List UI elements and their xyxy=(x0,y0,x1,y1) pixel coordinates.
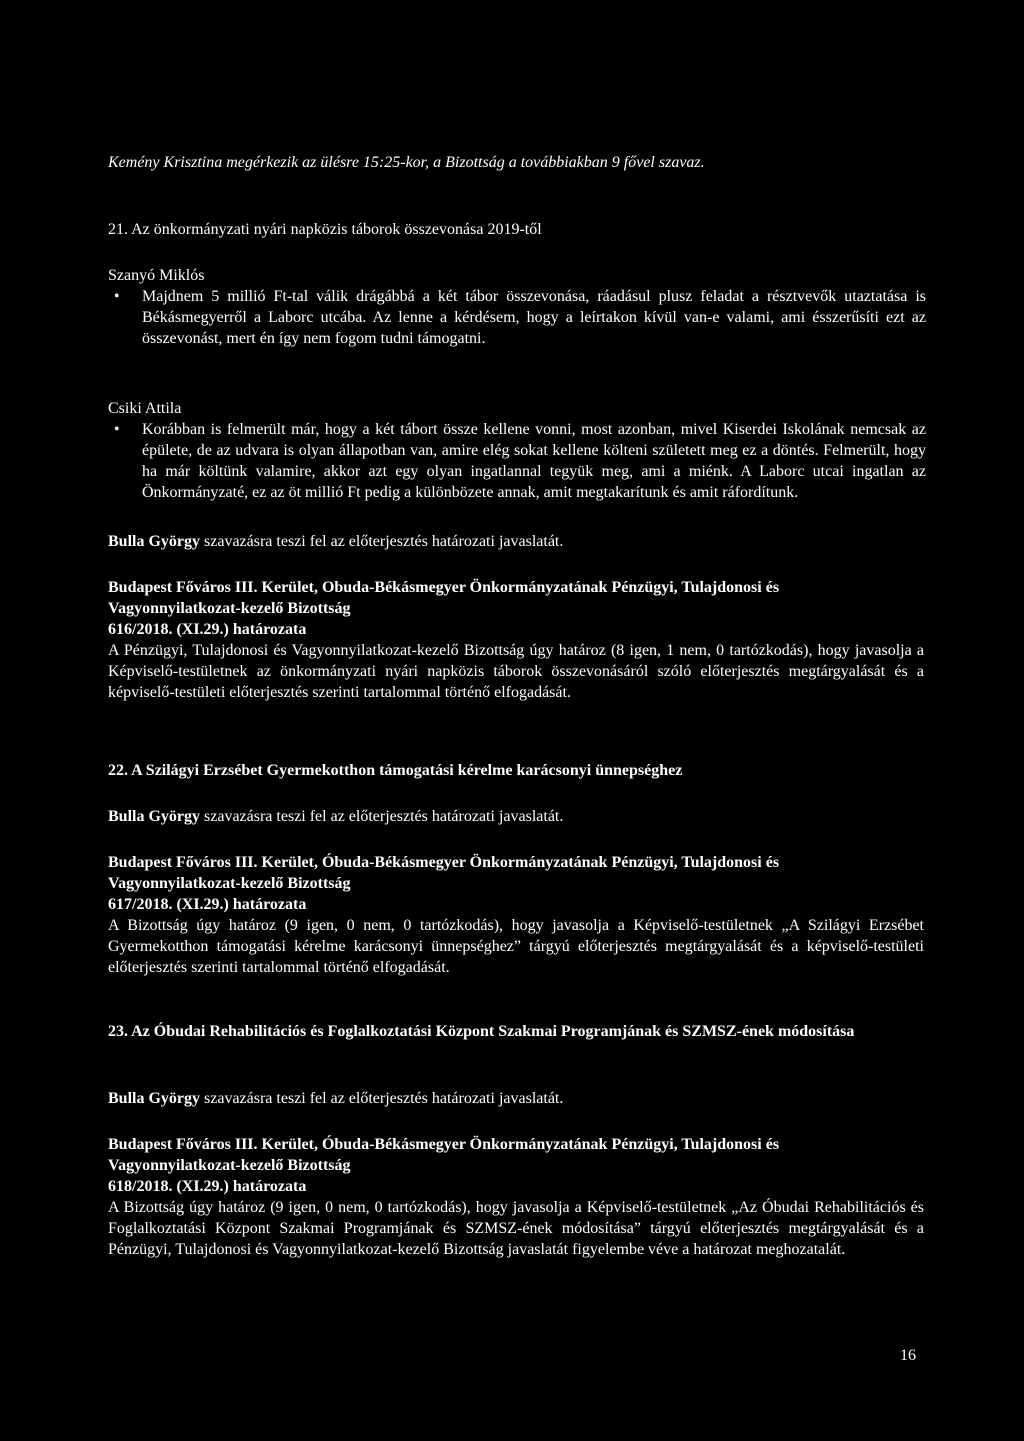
resolution-text: A Pénzügyi, Tulajdonosi és Vagyonnyilatkozat-kezelő Bizottság úgy határoz (8 igen, 1 nem, 0 tartózkodás), hogy javasolja a Képviselő-testületnek az önkormányzati nyári napközis táborok összevonásáról szóló előterjesztés megtárgyalását és a képviselő-testületi előterjesztés szerinti tartalommal történő elfogadását. xyxy=(108,642,924,701)
committee-name-line2: Vagyonnyilatkozat-kezelő Bizottság xyxy=(108,875,351,892)
vote-statement xyxy=(108,531,924,552)
chair-name: Bulla György xyxy=(108,1090,201,1107)
attendance-note: Kemény Krisztina megérkezik az ülésre 15:25-kor, a Bizottság a továbbiakban 9 fővel szavaz. xyxy=(108,154,705,171)
resolution-number: 618/2018. (XI.29.) határozata xyxy=(108,1178,307,1195)
speaker-name: Csiki Attila xyxy=(108,400,182,417)
vote-statement xyxy=(108,1088,924,1109)
committee-name-line1: Budapest Főváros III. Kerület, Óbuda-Békásmegyer Önkormányzatának Pénzügyi, Tulajdonosi és xyxy=(108,1136,780,1153)
agenda-item-23-title: 23. Az Óbudai Rehabilitációs és Foglalkoztatási Központ Szakmai Programjának és SZMSZ-ének módosítása xyxy=(108,1023,855,1040)
committee-name-line2: Vagyonnyilatkozat-kezelő Bizottság xyxy=(108,600,351,617)
speaker-comment: • Majdnem 5 millió Ft-tal válik drágábbá a két tábor összevonása, ráadásul plusz feladat a résztvevők utaztatása is Békásmegyerről a Laborc utcába. Az lenne a kérdésem, hogy a leírtakon kívül van-e valami, ami ésszerűsíti ezt az összevonást, mert én így nem fogom tudni támogatni. xyxy=(142,286,926,349)
vote-text: szavazásra teszi fel az előterjesztés határozati javaslatát. xyxy=(200,533,564,550)
speaker-comment: • Korábban is felmerült már, hogy a két tábort össze kellene vonni, most azonban, mivel Kiserdei Iskolának nemcsak az épülete, de az udvara is olyan állapotban van, amire elég sokat kellene költeni született meg ez a döntés. Felmerült, hogy ha már költünk valamire, akkor azt egy olyan ingatlannal tegyük meg, ami a miénk. A Laborc utcai ingatlan az Önkormányzaté, ez az öt millió Ft pedig a különbözete annak, amit megtakarítunk és amit ráfordítunk. xyxy=(142,419,926,503)
chair-name: Bulla György xyxy=(108,808,201,825)
resolution-number: 616/2018. (XI.29.) határozata xyxy=(108,621,307,638)
committee-name-line1: Budapest Főváros III. Kerület, Obuda-Békásmegyer Önkormányzatának Pénzügyi, Tulajdonosi és xyxy=(108,579,780,596)
resolution-number: 617/2018. (XI.29.) határozata xyxy=(108,896,307,913)
vote-text: szavazásra teszi fel az előterjesztés határozati javaslatát. xyxy=(200,1090,564,1107)
resolution-text: A Bizottság úgy határoz (9 igen, 0 nem, 0 tartózkodás), hogy javasolja a Képviselő-testületnek „Az Óbudai Rehabilitációs és Foglalkoztatási Központ Szakmai Programjának és SZMSZ-ének módosítása” tárgyú előterjesztés megtárgyalását és a Pénzügyi, Tulajdonosi és Vagyonnyilatkozat-kezelő Bizottság javaslatát figyelembe véve a határozat meghozatalát. xyxy=(108,1199,924,1258)
resolution-text: A Bizottság úgy határoz (9 igen, 0 nem, 0 tartózkodás), hogy javasolja a Képviselő-testületnek „A Szilágyi Erzsébet Gyermekotthon támogatási kérelme karácsonyi ünnepséghez” tárgyú előterjesztés megtárgyalását és a képviselő-testületi előterjesztés szerinti tartalommal történő elfogadását. xyxy=(108,917,924,976)
agenda-item-21-title: 21. Az önkormányzati nyári napközis táborok összevonása 2019-től xyxy=(108,221,542,238)
committee-name-line2: Vagyonnyilatkozat-kezelő Bizottság xyxy=(108,1157,351,1174)
vote-text: szavazásra teszi fel az előterjesztés határozati javaslatát. xyxy=(200,808,564,825)
vote-statement xyxy=(108,806,924,827)
agenda-item-22-title: 22. A Szilágyi Erzsébet Gyermekotthon támogatási kérelme karácsonyi ünnepséghez xyxy=(108,762,683,779)
page-number: 16 xyxy=(900,1347,916,1364)
chair-name: Bulla György xyxy=(108,533,201,550)
speaker-name: Szanyó Miklós xyxy=(108,267,205,284)
committee-name-line1: Budapest Főváros III. Kerület, Óbuda-Békásmegyer Önkormányzatának Pénzügyi, Tulajdonosi és xyxy=(108,854,780,871)
